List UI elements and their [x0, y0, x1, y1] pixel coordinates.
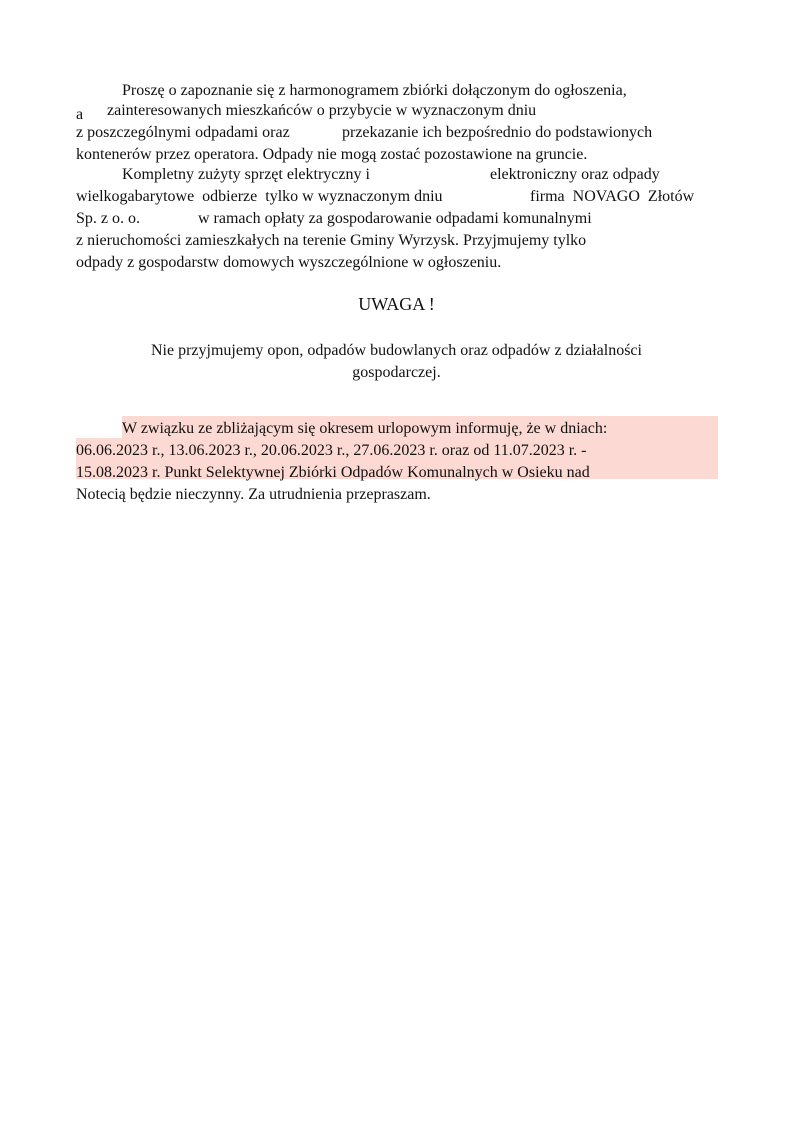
paragraph1-line4: kontenerów przez operatora. Odpady nie mogą zostać pozostawione na gruncie.: [76, 146, 588, 163]
paragraph2-line2-start: wielkogabarytowe odbierze tylko w wyznaczonym dniu: [76, 188, 443, 205]
paragraph2-line3-rest: w ramach opłaty za gospodarowanie odpadami komunalnymi: [198, 210, 592, 227]
paragraph2-line1-rest: elektroniczny oraz odpady: [490, 166, 660, 183]
paragraph1-line2-start: a: [76, 106, 84, 123]
paragraph2-line3-start: Sp. z o. o.: [76, 210, 140, 227]
paragraph2-line4: z nieruchomości zamieszkałych na terenie Gminy Wyrzysk. Przyjmujemy tylko: [76, 232, 587, 249]
closure-notice-line3: 15.08.2023 r. Punkt Selektywnej Zbiórki Odpadów Komunalnych w Osieku nad: [76, 464, 590, 481]
warning-text-line1: Nie przyjmujemy opon, odpadów budowlanych oraz odpadów z działalności: [151, 342, 642, 359]
paragraph1-line3-start: z poszczególnymi odpadami oraz: [76, 124, 290, 141]
paragraph2-line1-start: Kompletny zużyty sprzęt elektryczny i: [122, 166, 370, 183]
closure-notice-line4: Notecią będzie nieczynny. Za utrudnienia przepraszam.: [76, 486, 431, 503]
paragraph2-line5: odpady z gospodarstw domowych wyszczególnione w ogłoszeniu.: [76, 254, 502, 271]
paragraph1-line2-rest: zainteresowanych mieszkańców o przybycie w wyznaczonym dniu: [107, 102, 537, 119]
closure-notice-line2: 06.06.2023 r., 13.06.2023 r., 20.06.2023 r., 27.06.2023 r. oraz od 11.07.2023 r. -: [76, 442, 587, 459]
warning-text-line2: gospodarczej.: [352, 364, 441, 381]
paragraph1-line3-rest: przekazanie ich bezpośrednio do podstawionych: [342, 124, 653, 141]
warning-heading: UWAGA !: [358, 294, 435, 314]
closure-notice-line1: W związku ze zbliżającym się okresem urlopowym informuję, że w dniach:: [122, 420, 608, 437]
paragraph1-line1: Proszę o zapoznanie się z harmonogramem zbiórki dołączonym do ogłoszenia,: [122, 82, 627, 99]
paragraph2-line2-rest: firma NOVAGO Złotów: [530, 188, 695, 205]
